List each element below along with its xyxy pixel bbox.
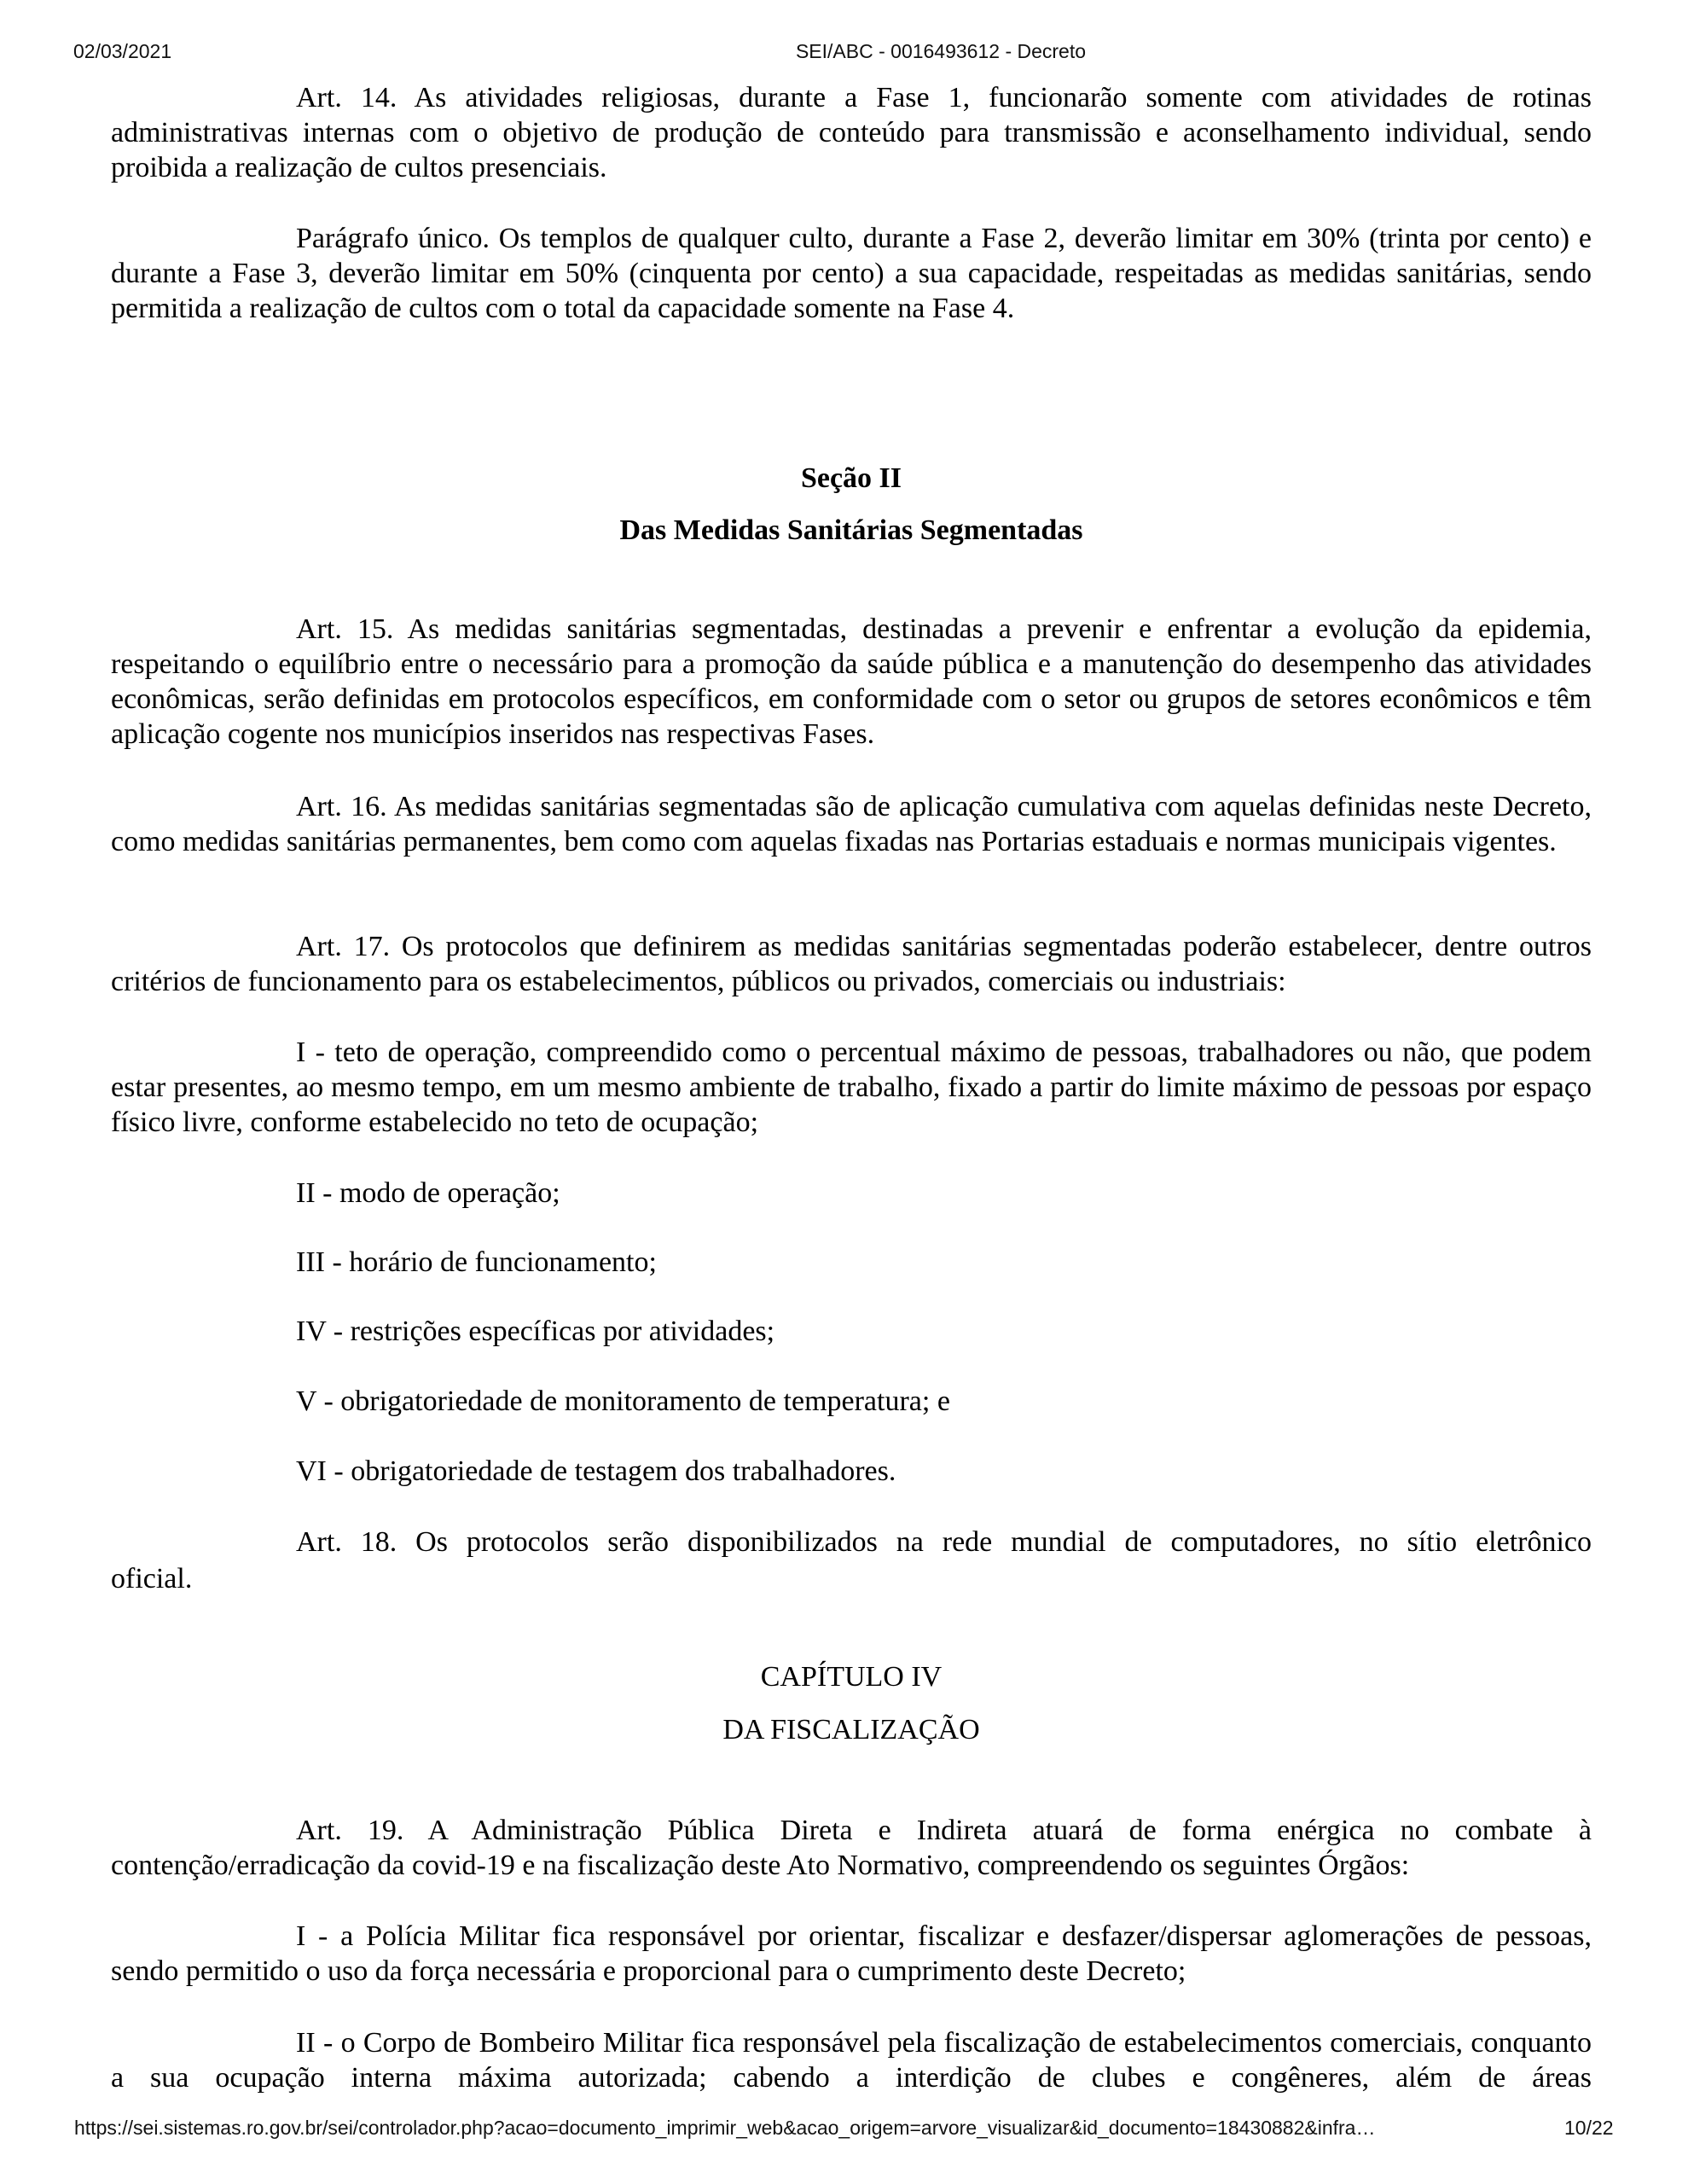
article-14-paragraph <box>111 221 1592 326</box>
article-17-item-text: III - horário de funcionamento; <box>296 1246 657 1278</box>
article-15-text: Art. 15. As medidas sanitárias segmentadas, destinadas a prevenir e enfrentar a evolução da epidemia, respeitando o equilíbrio entre o necessário para a promoção da saúde pública e a manutenção do desempenho das atividades econômicas, serão definidas em protocolos específicos, em conformidade com o setor ou grupos de setores econômicos e têm aplicação cogente nos municípios inseridos nas respectivas Fases. <box>111 613 1592 750</box>
article-18 <box>111 1525 1592 1560</box>
article-14 <box>111 80 1592 185</box>
article-17-item <box>111 1314 1592 1349</box>
print-header <box>0 40 1688 66</box>
article-16 <box>111 789 1592 859</box>
chapter-title: CAPÍTULO IV <box>760 1661 943 1693</box>
article-16-text: Art. 16. As medidas sanitárias segmentadas são de aplicação cumulativa com aquelas definidas neste Decreto, como medidas sanitárias permanentes, bem como com aquelas fixadas nas Portarias estaduais e normas municipais vigentes. <box>111 791 1592 857</box>
article-17-text: Art. 17. Os protocolos que definirem as medidas sanitárias segmentadas poderão estabelecer, dentre outros critérios de funcionamento para os estabelecimentos, públicos ou privados, comerciais ou industriais: <box>111 931 1592 997</box>
print-date: 02/03/2021 <box>73 40 172 62</box>
page-number: 10/22 <box>1564 2117 1614 2139</box>
document-url: https://sei.sistemas.ro.gov.br/sei/controlador.php?acao=documento_imprimir_web&acao_origem=arvore_visualizar&id_documento=18430882&infra… <box>74 2117 1376 2139</box>
article-18-line-2: oficial. <box>111 1563 193 1594</box>
print-footer <box>0 2117 1688 2142</box>
article-17-item-text: VI - obrigatoriedade de testagem dos trabalhadores. <box>296 1455 896 1487</box>
section-title: Seção II <box>800 462 902 494</box>
document-title: SEI/ABC - 0016493612 - Decreto <box>795 40 1087 62</box>
article-17-item <box>111 1245 1592 1280</box>
article-19-item-text: I - a Polícia Militar fica responsável por orientar, fiscalizar e desfazer/dispersar aglomerações de pessoas, sendo permitido o uso da força necessária e proporcional para o cumprimento deste Decreto; <box>111 1920 1592 1987</box>
article-18-continuation <box>111 1561 1592 1596</box>
article-17-item-text: II - modo de operação; <box>296 1177 560 1209</box>
article-17 <box>111 929 1592 999</box>
article-14-paragraph-text: Parágrafo único. Os templos de qualquer culto, durante a Fase 2, deverão limitar em 30% (trinta por cento) e durante a Fase 3, deverão limitar em 50% (cinquenta por cento) a sua capacidade, respeitadas as medidas sanitárias, sendo permitida a realização de cultos com o total da capacidade somente na Fase 4. <box>111 223 1592 324</box>
article-17-item <box>111 1176 1592 1211</box>
section-subtitle: Das Medidas Sanitárias Segmentadas <box>619 514 1083 546</box>
article-17-item <box>111 1384 1592 1419</box>
article-18-line-1: Art. 18. Os protocolos serão disponibilizados na rede mundial de computadores, no sítio eletrônico <box>296 1526 1592 1558</box>
article-14-text: Art. 14. As atividades religiosas, durante a Fase 1, funcionarão somente com atividades de rotinas administrativas internas com o objetivo de produção de conteúdo para transmissão e aconselhamento individual, sendo proibida a realização de cultos presenciais. <box>111 82 1592 183</box>
article-19-text: Art. 19. A Administração Pública Direta e Indireta atuará de forma enérgica no combate à contenção/erradicação da covid-19 e na fiscalização deste Ato Normativo, compreendendo os seguintes Órgãos: <box>111 1815 1592 1881</box>
chapter-subheading <box>111 1712 1592 1747</box>
article-19 <box>111 1813 1592 1883</box>
article-17-item-text: V - obrigatoriedade de monitoramento de temperatura; e <box>296 1385 950 1417</box>
article-17-item <box>111 1454 1592 1489</box>
section-heading <box>111 461 1592 496</box>
section-subheading <box>111 513 1592 548</box>
article-17-item-text: I - teto de operação, compreendido como o percentual máximo de pessoas, trabalhadores ou não, que podem estar presentes, ao mesmo tempo, em um mesmo ambiente de trabalho, fixado a partir do limite máximo de pessoas por espaço físico livre, conforme estabelecido no teto de ocupação; <box>111 1037 1592 1138</box>
article-17-item-text: IV - restrições específicas por atividades; <box>296 1316 775 1347</box>
article-19-item <box>111 1919 1592 1989</box>
chapter-subtitle: DA FISCALIZAÇÃO <box>722 1714 980 1745</box>
chapter-heading <box>111 1659 1592 1694</box>
article-15 <box>111 612 1592 752</box>
article-17-item <box>111 1035 1592 1140</box>
article-19-item <box>111 2025 1592 2095</box>
article-19-item-text: II - o Corpo de Bombeiro Militar fica responsável pela fiscalização de estabelecimentos comerciais, conquanto a sua ocupação interna máxima autorizada; cabendo a interdição de clubes e congêneres, além de áreas <box>111 2027 1592 2094</box>
